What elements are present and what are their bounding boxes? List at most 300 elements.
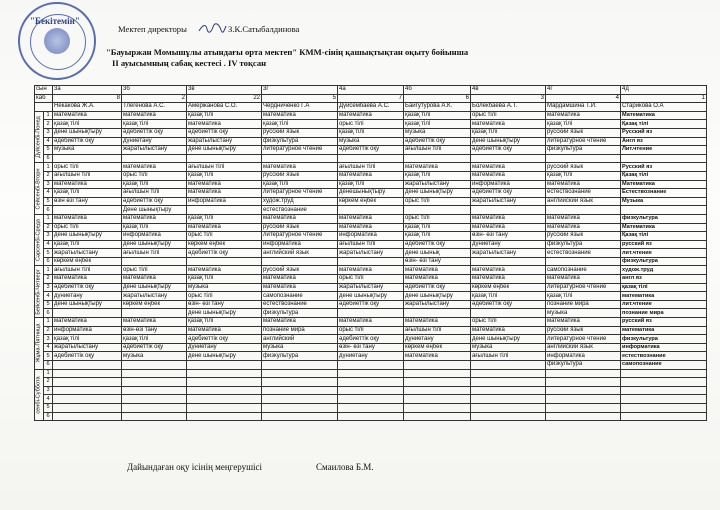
lesson-number: 1 <box>44 214 53 223</box>
lesson-cell: дене шынықтыру <box>187 146 262 155</box>
room-number: 5 <box>262 94 338 103</box>
lesson-cell: Қазақ тілі <box>621 232 707 241</box>
lesson-cell: худож.труд <box>262 197 338 206</box>
lesson-cell: русский язык <box>262 128 338 137</box>
lesson-cell <box>53 378 122 387</box>
lesson-cell: русский яз <box>621 240 707 249</box>
day-name: сенбі-Суббота <box>35 376 42 414</box>
lesson-cell: математика <box>262 318 338 327</box>
lesson-row <box>35 369 707 378</box>
lesson-cell <box>546 206 621 215</box>
lesson-cell: математика <box>262 275 338 284</box>
lesson-row <box>35 137 707 146</box>
lesson-cell: жаратылыстану <box>404 180 471 189</box>
lesson-number: 5 <box>44 300 53 309</box>
teacher-name: Байгутурова А.К. <box>404 103 471 112</box>
lesson-number: 5 <box>44 197 53 206</box>
lesson-cell: қазақ тілі <box>53 240 122 249</box>
lesson-cell: информатика <box>262 240 338 249</box>
lesson-cell: қазақ тілі <box>338 128 404 137</box>
lesson-cell: лит.чтение <box>621 300 707 309</box>
lesson-cell <box>187 206 262 215</box>
corner-top: сын <box>35 86 53 95</box>
lesson-cell: өзін- өзі тану <box>187 300 262 309</box>
lesson-cell: әдебиеттік оқу <box>53 352 122 361</box>
lesson-number: 1 <box>44 369 53 378</box>
lesson-cell: орыс тілі <box>404 214 471 223</box>
lesson-cell <box>187 378 262 387</box>
room-number: 1 <box>621 94 707 103</box>
lesson-number: 4 <box>44 189 53 198</box>
lesson-cell: математика <box>53 318 122 327</box>
lesson-row <box>35 128 707 137</box>
lesson-cell <box>338 369 404 378</box>
lesson-cell <box>187 369 262 378</box>
lesson-cell: информатика <box>471 180 546 189</box>
lesson-cell: қазақ тілі <box>546 292 621 301</box>
lesson-cell: математика <box>546 318 621 327</box>
lesson-cell: өзін- өзі тану <box>338 343 404 352</box>
lesson-cell: Русский яз <box>621 163 707 172</box>
lesson-row <box>35 214 707 223</box>
lesson-cell: физкультура <box>262 309 338 318</box>
teacher-name: Болекбаева А.Т. <box>471 103 546 112</box>
lesson-cell: жаратылыстану <box>53 249 122 258</box>
prepared-by-label: Дайындаған оқу ісінің меңгерушісі <box>127 462 263 472</box>
lesson-cell: қазақ тілі <box>187 111 262 120</box>
lesson-cell: Музыка <box>621 197 707 206</box>
school-seal <box>18 2 96 80</box>
lesson-cell: математика <box>262 163 338 172</box>
lesson-cell <box>187 154 262 163</box>
lesson-number: 6 <box>44 309 53 318</box>
teacher-name: Тлегенова А.С. <box>122 103 187 112</box>
lesson-cell: қазақ тілі <box>262 180 338 189</box>
lesson-row <box>35 292 707 301</box>
lesson-cell: математика <box>546 214 621 223</box>
lesson-cell <box>53 412 122 421</box>
lesson-row <box>35 154 707 163</box>
lesson-cell: математика <box>471 223 546 232</box>
lesson-cell: қазақ тілі <box>122 223 187 232</box>
lesson-cell: қазақ тілі <box>404 232 471 241</box>
lesson-cell <box>404 309 471 318</box>
lesson-cell: қазақ тілі <box>262 120 338 129</box>
lesson-cell: лит.чтение <box>621 249 707 258</box>
lesson-cell <box>546 369 621 378</box>
lesson-cell: музыка <box>471 343 546 352</box>
lesson-number: 1 <box>44 163 53 172</box>
lesson-row <box>35 343 707 352</box>
lesson-cell: Дене шынықтыру <box>122 206 187 215</box>
lesson-cell <box>338 395 404 404</box>
lesson-cell <box>471 378 546 387</box>
lesson-number: 2 <box>44 326 53 335</box>
lesson-cell <box>404 206 471 215</box>
lesson-cell <box>546 257 621 266</box>
director-label: Мектеп директоры <box>118 24 187 34</box>
lesson-number: 6 <box>44 257 53 266</box>
lesson-cell: естествознание <box>262 206 338 215</box>
lesson-number: 3 <box>44 232 53 241</box>
lesson-row <box>35 171 707 180</box>
lesson-cell: әдебиеттік оқу <box>404 283 471 292</box>
lesson-cell <box>546 395 621 404</box>
lesson-cell: қазақ тілі <box>187 275 262 284</box>
lesson-cell: английский <box>262 335 338 344</box>
room-number: 2 <box>122 94 187 103</box>
lesson-cell: қазақ тілі <box>546 120 621 129</box>
lesson-cell: математика <box>53 275 122 284</box>
lesson-cell <box>53 386 122 395</box>
lesson-cell <box>404 395 471 404</box>
lesson-cell <box>404 361 471 370</box>
lesson-row <box>35 120 707 129</box>
lesson-cell: худож.труд <box>621 266 707 275</box>
lesson-cell: математика <box>404 318 471 327</box>
lesson-cell: әдебиеттік оқу <box>187 335 262 344</box>
lesson-cell: математика <box>53 180 122 189</box>
lesson-cell: математика <box>53 214 122 223</box>
lesson-number: 2 <box>44 171 53 180</box>
day-label <box>35 214 44 266</box>
lesson-cell: қазақ тілі <box>338 180 404 189</box>
lesson-cell <box>546 386 621 395</box>
lesson-cell: ағылшын тілі <box>53 171 122 180</box>
lesson-cell: жаратылыстану <box>338 249 404 258</box>
lesson-cell <box>262 369 338 378</box>
lesson-cell: дүниетану <box>187 343 262 352</box>
lesson-cell: литературное чтение <box>262 146 338 155</box>
teacher-row <box>35 103 707 112</box>
lesson-number: 2 <box>44 120 53 129</box>
lesson-number: 2 <box>44 275 53 284</box>
lesson-cell <box>471 206 546 215</box>
lesson-cell: математика <box>338 266 404 275</box>
lesson-cell: математика <box>262 111 338 120</box>
lesson-cell <box>262 378 338 387</box>
lesson-cell <box>338 412 404 421</box>
lesson-number: 3 <box>44 180 53 189</box>
lesson-cell: естествознание <box>546 249 621 258</box>
lesson-cell: орыс тілі <box>187 292 262 301</box>
lesson-row <box>35 197 707 206</box>
lesson-cell: ағылшын тілі <box>122 189 187 198</box>
room-number: 22 <box>187 94 262 103</box>
lesson-cell: русский язык <box>546 128 621 137</box>
lesson-cell: көркем еңбек <box>471 283 546 292</box>
lesson-cell <box>122 154 187 163</box>
class-header-row <box>35 86 707 95</box>
lesson-cell: Естествознание <box>621 189 707 198</box>
lesson-cell: математика <box>471 326 546 335</box>
lesson-cell <box>471 369 546 378</box>
lesson-row <box>35 266 707 275</box>
lesson-number: 3 <box>44 386 53 395</box>
lesson-cell <box>187 412 262 421</box>
lesson-cell: көркем еңбек <box>404 343 471 352</box>
lesson-cell <box>187 395 262 404</box>
lesson-cell: орыс тілі <box>122 266 187 275</box>
lesson-cell: өзін өзі тану <box>53 197 122 206</box>
lesson-cell: математика <box>471 266 546 275</box>
lesson-row <box>35 146 707 155</box>
lesson-cell: математика <box>187 189 262 198</box>
lesson-row <box>35 257 707 266</box>
lesson-cell <box>122 378 187 387</box>
lesson-cell: қазақ тілі <box>53 189 122 198</box>
class-name: 4в <box>471 86 546 95</box>
lesson-cell <box>53 361 122 370</box>
lesson-cell: русский язык <box>262 223 338 232</box>
lesson-cell: музыка <box>262 343 338 352</box>
lesson-cell: орыс тілі <box>53 223 122 232</box>
lesson-cell: қазақ тілі <box>621 283 707 292</box>
lesson-cell: орыс тілі <box>471 111 546 120</box>
lesson-cell <box>471 154 546 163</box>
lesson-cell: қазақ тілі <box>404 223 471 232</box>
lesson-cell <box>338 309 404 318</box>
lesson-cell: литературное чтение <box>546 335 621 344</box>
lesson-cell: математика <box>621 326 707 335</box>
lesson-row <box>35 335 707 344</box>
director-signature <box>197 22 227 34</box>
lesson-cell: Қазақ тілі <box>621 171 707 180</box>
lesson-row <box>35 412 707 421</box>
lesson-row <box>35 403 707 412</box>
lesson-cell: денешынықтыру <box>338 189 404 198</box>
lesson-cell: Математика <box>621 111 707 120</box>
lesson-cell: естествознание <box>621 352 707 361</box>
lesson-cell: қазақ тілі <box>122 120 187 129</box>
document-subtitle: ІІ ауысымның сабақ кестесі . ІV тоқсан <box>112 58 267 68</box>
lesson-cell: орыс тілі <box>187 232 262 241</box>
lesson-cell: дене шынықтыру <box>471 137 546 146</box>
lesson-number: 4 <box>44 240 53 249</box>
class-name: 4г <box>546 86 621 95</box>
lesson-cell <box>262 395 338 404</box>
room-number: 8 <box>53 94 122 103</box>
lesson-cell: дене шынықтыру <box>404 292 471 301</box>
lesson-cell: физкультура <box>546 146 621 155</box>
lesson-cell: музыка <box>404 128 471 137</box>
lesson-cell <box>187 403 262 412</box>
lesson-cell: жаратылыстану <box>187 137 262 146</box>
lesson-cell <box>262 257 338 266</box>
lesson-cell <box>262 403 338 412</box>
lesson-cell: математика <box>546 223 621 232</box>
lesson-cell <box>471 412 546 421</box>
lesson-cell: английский язык <box>546 197 621 206</box>
teacher-name: Некакова Ж.А. <box>53 103 122 112</box>
lesson-cell: әдебиеттік оқу <box>338 335 404 344</box>
lesson-cell: қазақ тілі <box>471 128 546 137</box>
class-name: 3в <box>187 86 262 95</box>
lesson-cell: Математика <box>621 223 707 232</box>
lesson-cell: математика <box>187 120 262 129</box>
lesson-cell: көркем еңбек <box>187 240 262 249</box>
lesson-row <box>35 223 707 232</box>
lesson-cell: русский язык <box>546 232 621 241</box>
lesson-row <box>35 361 707 370</box>
lesson-cell <box>122 403 187 412</box>
lesson-cell: математика <box>187 180 262 189</box>
lesson-cell <box>404 412 471 421</box>
lesson-cell: литературное чтение <box>546 283 621 292</box>
lesson-cell <box>122 257 187 266</box>
day-label <box>35 266 44 318</box>
lesson-cell: математика <box>546 111 621 120</box>
lesson-cell: математика <box>53 111 122 120</box>
lesson-cell: жаратылыстану <box>471 197 546 206</box>
lesson-cell: математика <box>122 111 187 120</box>
lesson-cell: көркем еңбек <box>122 300 187 309</box>
lesson-cell <box>404 378 471 387</box>
lesson-cell: қазақ тілі <box>187 318 262 327</box>
lesson-cell <box>53 403 122 412</box>
lesson-number: 2 <box>44 223 53 232</box>
lesson-cell: қазақ тілі <box>187 214 262 223</box>
lesson-cell <box>471 257 546 266</box>
lesson-cell: физкультура <box>621 257 707 266</box>
lesson-cell: математика <box>621 292 707 301</box>
day-label <box>35 369 44 421</box>
lesson-cell: дене шынықтыру <box>53 232 122 241</box>
lesson-cell: ағылшын тілі <box>338 163 404 172</box>
lesson-cell: ағылшын тілі <box>471 352 546 361</box>
lesson-row <box>35 163 707 172</box>
lesson-number: 3 <box>44 283 53 292</box>
lesson-row <box>35 206 707 215</box>
schedule-table <box>34 85 707 421</box>
lesson-cell: русский язык <box>546 326 621 335</box>
lesson-cell: орыс тілі <box>404 197 471 206</box>
lesson-cell: қазақ тілі <box>122 335 187 344</box>
lesson-cell: познание мира <box>621 309 707 318</box>
lesson-cell: дене шынықтыру <box>122 283 187 292</box>
lesson-cell <box>262 386 338 395</box>
lesson-cell <box>262 154 338 163</box>
lesson-cell: литературное чтение <box>546 137 621 146</box>
lesson-row <box>35 240 707 249</box>
lesson-cell: математика <box>338 223 404 232</box>
lesson-number: 6 <box>44 154 53 163</box>
lesson-cell <box>187 257 262 266</box>
lesson-cell: литературное чтение <box>262 189 338 198</box>
lesson-cell: дене шынықтыру <box>471 335 546 344</box>
lesson-cell: математика <box>122 318 187 327</box>
lesson-cell: дене шынықтыру <box>187 352 262 361</box>
lesson-cell: математика <box>338 318 404 327</box>
room-number-row <box>35 94 707 103</box>
room-number: 4 <box>546 94 621 103</box>
lesson-cell <box>122 386 187 395</box>
lesson-cell: орыс тілі <box>471 318 546 327</box>
lesson-cell: қазақ тілі <box>546 171 621 180</box>
lesson-cell: музыка <box>338 137 404 146</box>
lesson-cell: әдебиеттік оқу <box>122 128 187 137</box>
lesson-cell <box>53 395 122 404</box>
lesson-cell <box>338 403 404 412</box>
lesson-cell: жаратылыстану <box>471 249 546 258</box>
lesson-cell: математика <box>471 163 546 172</box>
lesson-number: 1 <box>44 318 53 327</box>
lesson-cell: музыка <box>53 146 122 155</box>
lesson-cell <box>53 154 122 163</box>
lesson-cell: математика <box>471 275 546 284</box>
lesson-number: 2 <box>44 378 53 387</box>
class-name: 4б <box>404 86 471 95</box>
lesson-cell: естествознание <box>546 189 621 198</box>
lesson-cell: самопознание <box>621 361 707 370</box>
lesson-cell: ағылшын тілі <box>122 249 187 258</box>
day-label <box>35 318 44 370</box>
lesson-cell: ағылшын тілі <box>404 146 471 155</box>
lesson-row <box>35 283 707 292</box>
lesson-cell: познание мира <box>546 300 621 309</box>
lesson-cell: познание мира <box>262 326 338 335</box>
lesson-cell: орыс тілі <box>53 163 122 172</box>
lesson-cell: әдебиеттік оқу <box>187 249 262 258</box>
lesson-row <box>35 386 707 395</box>
lesson-number: 1 <box>44 266 53 275</box>
lesson-cell: орыс тілі <box>122 171 187 180</box>
lesson-cell <box>187 386 262 395</box>
lesson-cell: Қазақ тілі <box>621 120 707 129</box>
lesson-cell: математика <box>122 275 187 284</box>
lesson-cell: информатика <box>546 352 621 361</box>
lesson-cell: әдебиеттік оқу <box>404 137 471 146</box>
director-name: З.К.Сатыбалдинова <box>228 24 300 34</box>
lesson-cell <box>471 403 546 412</box>
lesson-cell: математика <box>187 223 262 232</box>
lesson-cell: информатика <box>621 343 707 352</box>
lesson-cell <box>338 257 404 266</box>
lesson-cell: русский язык <box>262 171 338 180</box>
lesson-cell: дүниетану <box>338 352 404 361</box>
lesson-cell: математика <box>471 171 546 180</box>
document-title: "Бауыржан Момышұлы атындағы орта мектеп" КММ-сінің қашықтықтан оқыту бойынша <box>106 47 469 57</box>
lesson-cell: математика <box>262 283 338 292</box>
lesson-row <box>35 300 707 309</box>
lesson-cell: русский язык <box>546 163 621 172</box>
room-number: 7 <box>338 94 404 103</box>
lesson-cell: өзін-өзі тану <box>122 326 187 335</box>
lesson-number: 6 <box>44 206 53 215</box>
lesson-cell <box>621 378 707 387</box>
lesson-row <box>35 309 707 318</box>
lesson-cell <box>621 403 707 412</box>
lesson-cell: дене шынықтыру <box>53 300 122 309</box>
lesson-number: 4 <box>44 395 53 404</box>
lesson-cell <box>122 412 187 421</box>
lesson-row <box>35 318 707 327</box>
lesson-cell <box>338 361 404 370</box>
lesson-cell <box>621 395 707 404</box>
lesson-row <box>35 275 707 284</box>
lesson-cell: әдебиеттік оқу <box>122 343 187 352</box>
lesson-cell: самопознание <box>546 266 621 275</box>
lesson-cell: англ яз <box>621 275 707 284</box>
lesson-cell <box>404 369 471 378</box>
lesson-row <box>35 180 707 189</box>
lesson-cell: самопознание <box>262 292 338 301</box>
day-label <box>35 111 44 163</box>
lesson-row <box>35 111 707 120</box>
lesson-row <box>35 232 707 241</box>
lesson-cell: физкультура <box>546 361 621 370</box>
lesson-cell: музыка <box>546 309 621 318</box>
